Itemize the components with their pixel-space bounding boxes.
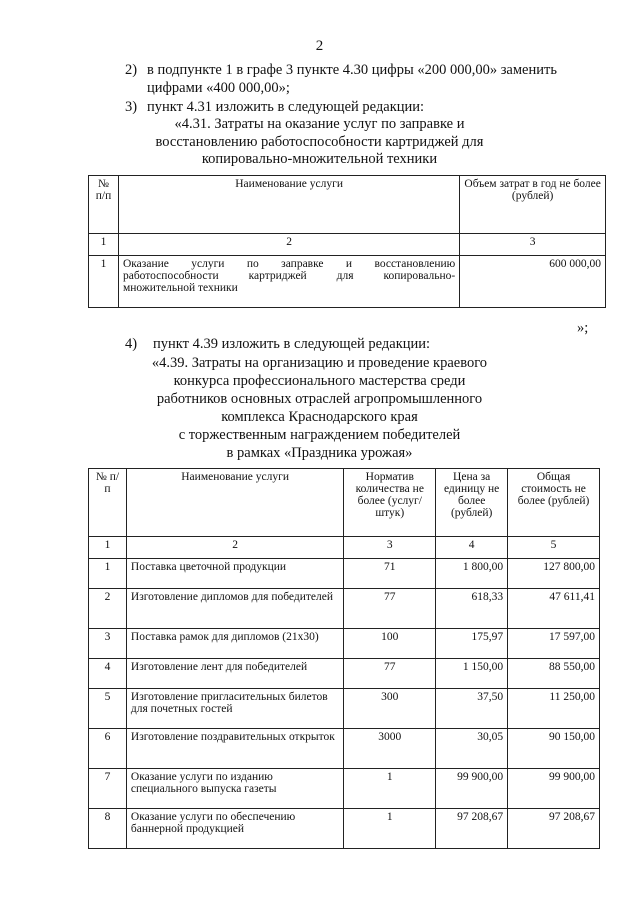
table-row [89,659,600,689]
quantity: 1 [344,769,436,809]
item-4-label: 4) [125,336,138,352]
unit-price: 175,97 [436,629,508,659]
total-cost: 99 900,00 [508,769,600,809]
annual-cost: 600 000,00 [460,256,606,308]
item-4-text: пункт 4.39 изложить в следующей редакции: [153,336,431,352]
heading-4-31-line: восстановлению работоспособности картриджей для [155,134,484,150]
heading-4-39-line: конкурса профессионального мастерства среди [173,373,466,389]
unit-price: 97 208,67 [436,809,508,849]
service-name: Изготовление лент для победителей [126,659,343,689]
unit-price: 618,33 [436,589,508,629]
service-name: Оказание услуги по изданию специального выпуска газеты [126,769,343,809]
service-name: Поставка цветочной продукции [126,559,343,589]
row-number: 1 [89,256,119,308]
unit-price: 37,50 [436,689,508,729]
heading-4-31-line: копировально-множительной техники [201,151,438,167]
service-name: Изготовление пригласительных билетов для почетных гостей [126,689,343,729]
total-cost: 17 597,00 [508,629,600,659]
table-row [89,589,600,629]
column-number: 1 [89,234,119,256]
item-3-text: пункт 4.31 изложить в следующей редакции: [147,99,425,115]
row-number: 4 [89,659,127,689]
cartridge-services-table [88,175,606,308]
unit-price: 1 800,00 [436,559,508,589]
table-row [89,809,600,849]
table-row [89,256,606,308]
unit-price: 1 150,00 [436,659,508,689]
quantity: 1 [344,809,436,849]
page-number: 2 [315,38,324,54]
quantity: 3000 [344,729,436,769]
column-number: 5 [508,537,600,559]
total-cost: 127 800,00 [508,559,600,589]
row-number: 5 [89,689,127,729]
header-number: № п/п [89,469,127,537]
service-name-line: работоспособности картриджей для копировально- [122,270,456,282]
competition-costs-table [88,468,600,849]
row-number: 7 [89,769,127,809]
service-name: Поставка рамок для дипломов (21х30) [126,629,343,659]
column-number: 2 [126,537,343,559]
column-number: 3 [344,537,436,559]
unit-price: 99 900,00 [436,769,508,809]
total-cost: 97 208,67 [508,809,600,849]
header-service-name: Наименование услуги [126,469,343,537]
heading-4-39-line: в рамках «Праздника урожая» [226,445,413,461]
total-cost: 47 611,41 [508,589,600,629]
column-number: 4 [436,537,508,559]
heading-4-39-line: с торжественным награждением победителей [178,427,461,443]
item-3-label: 3) [125,99,138,115]
column-number: 1 [89,537,127,559]
header-service-name: Наименование услуги [118,176,459,234]
table-row [89,729,600,769]
column-number: 2 [118,234,459,256]
table-row [89,559,600,589]
header-quantity-norm: Норматив количества не более (услуг/штук) [344,469,436,537]
row-number: 6 [89,729,127,769]
item-2-label: 2) [125,62,138,78]
header-number: № п/п [89,176,119,234]
column-number: 3 [460,234,606,256]
service-name-line: множительной техники [122,282,238,294]
row-number: 2 [89,589,127,629]
table-row [89,769,600,809]
quantity: 300 [344,689,436,729]
heading-4-39-line: «4.39. Затраты на организацию и проведение краевого [151,355,488,371]
total-cost: 11 250,00 [508,689,600,729]
service-name-line: Оказание услуги по заправке и восстановлению [122,258,456,270]
service-name [118,256,459,308]
table-row [89,629,600,659]
quantity: 100 [344,629,436,659]
total-cost: 88 550,00 [508,659,600,689]
total-cost: 90 150,00 [508,729,600,769]
header-total-cost: Общая стоимость не более (рублей) [508,469,600,537]
heading-4-39-line: комплекса Краснодарского края [221,409,418,425]
header-unit-price: Цена за единицу не более (рублей) [436,469,508,537]
service-name: Изготовление поздравительных открыток [126,729,343,769]
quantity: 71 [344,559,436,589]
service-name: Оказание услуги по обеспечению баннерной продукцией [126,809,343,849]
header-annual-cost: Объем затрат в год не более (рублей) [460,176,606,234]
closing-quote: »; [577,320,589,336]
row-number: 8 [89,809,127,849]
table-row [89,689,600,729]
heading-4-39-line: работников основных отраслей агропромышленного [156,391,483,407]
service-name: Изготовление дипломов для победителей [126,589,343,629]
row-number: 3 [89,629,127,659]
unit-price: 30,05 [436,729,508,769]
heading-4-31-line: «4.31. Затраты на оказание услуг по заправке и [174,116,465,132]
quantity: 77 [344,659,436,689]
item-2-line1: в подпункте 1 в графе 3 пункте 4.30 цифры «200 000,00» заменить [147,62,557,78]
quantity: 77 [344,589,436,629]
item-2-line2: цифрами «400 000,00»; [147,80,290,96]
row-number: 1 [89,559,127,589]
